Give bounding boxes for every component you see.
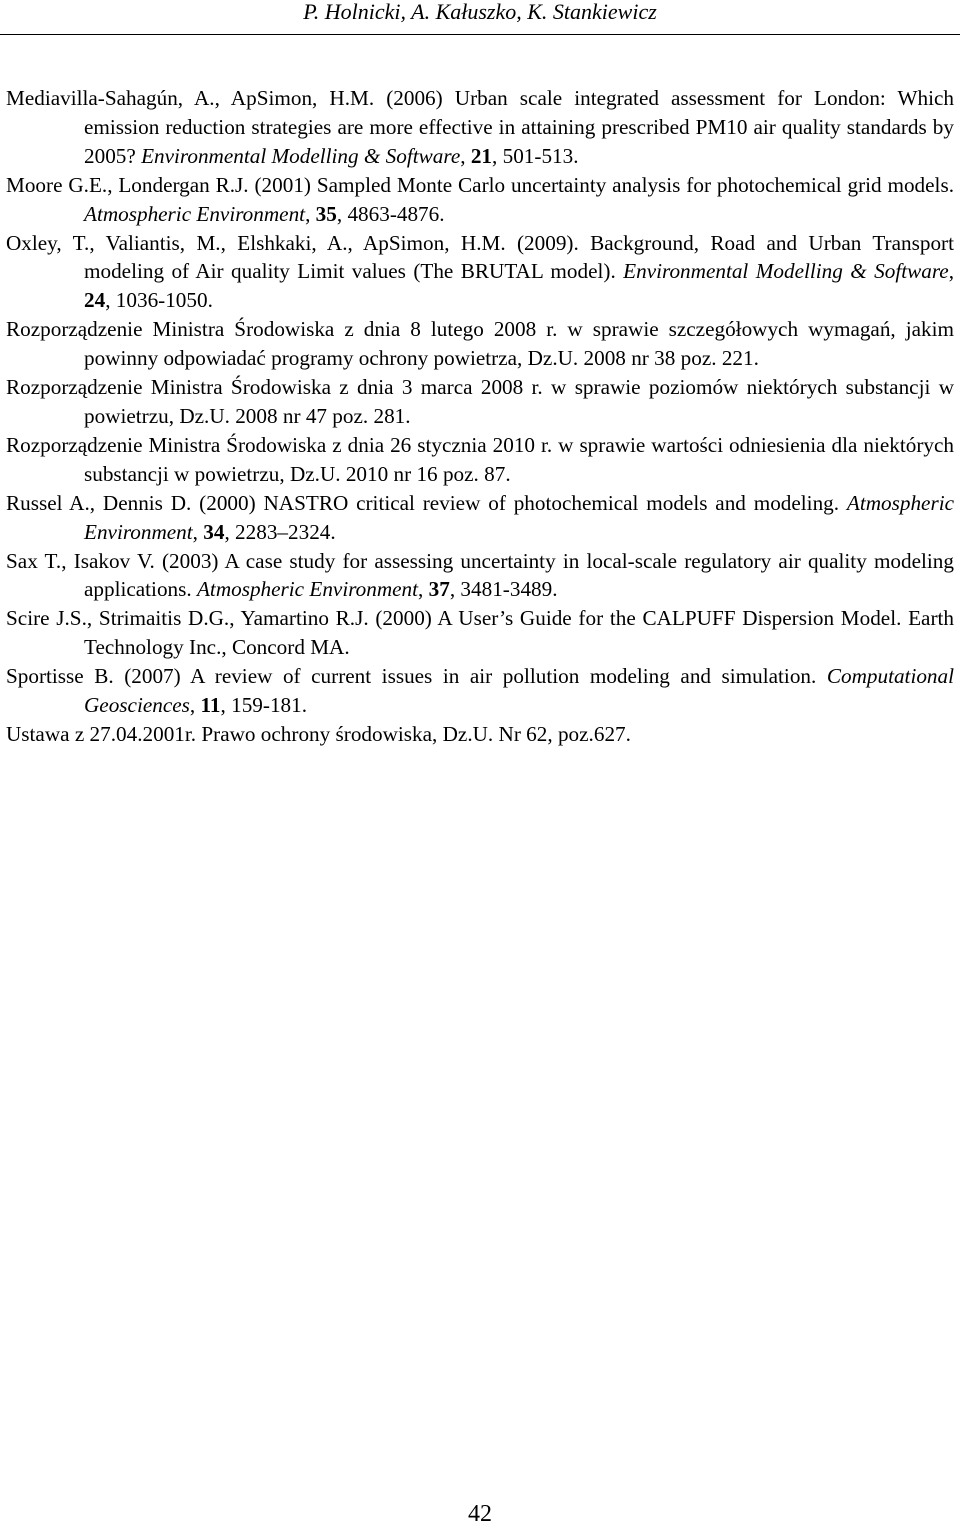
reference-text-segment: Rozporządzenie Ministra Środowiska z dnia 8 lutego 2008 r. w sprawie szczegółowych wymagań, jakim powinny odpowiadać programy ochrony powietrza, Dz.U. 2008 nr 38 poz. 221.: [6, 317, 954, 371]
reference-text-segment: , 3481-3489.: [449, 577, 558, 602]
reference-text-segment: Environmental Modelling & Software: [623, 259, 949, 284]
reference-text-segment: Rozporządzenie Ministra Środowiska z dnia 26 stycznia 2010 r. w sprawie wartości odniesienia dla niektórych substancji w powietrzu, Dz.U. 2010 nr 16 poz. 87.: [6, 432, 954, 486]
reference-text-segment: Atmospheric Environment: [196, 577, 419, 602]
reference-list: [6, 84, 954, 749]
reference-text-segment: Scire J.S., Strimaitis D.G., Yamartino R.J. (2000) A User’s Guide for the CALPUFF Dispersion Model. Earth Technology Inc., Concord MA.: [6, 606, 954, 660]
reference-text-segment: 11: [200, 693, 221, 718]
reference-text-segment: Computational Geosciences: [84, 664, 954, 718]
reference-text-segment: 37: [428, 577, 450, 602]
reference-text-segment: 34: [203, 519, 225, 544]
reference-text-segment: , 501-513.: [492, 143, 579, 168]
reference-text-segment: Environmental Modelling & Software: [141, 143, 461, 168]
reference-text-segment: Oxley, T., Valiantis, M., Elshkaki, A., ApSimon, H.M. (2009). Background, Road and Urban Transport modeling of Air quality Limit values (The BRUTAL model).: [6, 230, 954, 284]
reference-entry: [6, 84, 954, 171]
reference-text-segment: ,: [192, 519, 204, 544]
reference-text-segment: Moore G.E., Londergan R.J. (2001) Sampled Monte Carlo uncertainty analysis for photochemical grid models.: [6, 172, 954, 197]
reference-text-segment: ,: [460, 143, 471, 168]
reference-text-segment: , 1036-1050.: [105, 288, 213, 313]
reference-text-segment: , 159-181.: [220, 693, 308, 718]
reference-entry: [6, 489, 954, 547]
reference-text-segment: Rozporządzenie Ministra Środowiska z dnia 3 marca 2008 r. w sprawie poziomów niektórych substancji w powietrzu, Dz.U. 2008 nr 47 poz. 281.: [6, 375, 954, 428]
reference-text-segment: ,: [948, 259, 954, 284]
reference-text-segment: 21: [470, 143, 493, 168]
header-rule: [0, 34, 960, 35]
reference-text-segment: Sportisse B. (2007) A review of current issues in air pollution modeling and simulation.: [6, 664, 827, 689]
reference-entry: [6, 720, 954, 749]
reference-text-segment: ,: [418, 577, 429, 602]
reference-text-segment: Sax T., Isakov V. (2003) A case study for assessing uncertainty in local-scale regulatory air quality modeling applications.: [6, 548, 954, 602]
reference-text-segment: 24: [84, 288, 106, 313]
reference-entry: [6, 604, 954, 662]
running-header: P. Holnicki, A. Kałuszko, K. Stankiewicz: [303, 0, 657, 24]
reference-entry: [6, 171, 954, 229]
reference-entry: [6, 431, 954, 489]
reference-entry: [6, 547, 954, 605]
reference-entry: [6, 662, 954, 720]
reference-text-segment: Atmospheric Environment: [84, 201, 306, 226]
reference-text-segment: , 4863-4876.: [336, 201, 445, 226]
page-number: 42: [468, 1501, 492, 1527]
reference-entry: [6, 315, 954, 373]
reference-entry: [6, 373, 954, 431]
reference-text-segment: ,: [305, 201, 316, 226]
reference-text-segment: 35: [315, 201, 337, 226]
reference-text-segment: Atmospheric Environment: [84, 490, 954, 544]
reference-text-segment: Ustawa z 27.04.2001r. Prawo ochrony środowiska, Dz.U. Nr 62, poz.627.: [6, 721, 631, 746]
reference-text-segment: Russel A., Dennis D. (2000) NASTRO critical review of photochemical models and modeling.: [6, 490, 847, 515]
reference-text-segment: Mediavilla-Sahagún, A., ApSimon, H.M. (2006) Urban scale integrated assessment for London: Which emission reduction strategies are more effective in attaining prescribed PM10 air quality standards by 2005?: [6, 86, 954, 168]
reference-entry: [6, 229, 954, 316]
reference-text-segment: , 2283–2324.: [224, 519, 336, 544]
reference-text-segment: ,: [189, 693, 201, 718]
